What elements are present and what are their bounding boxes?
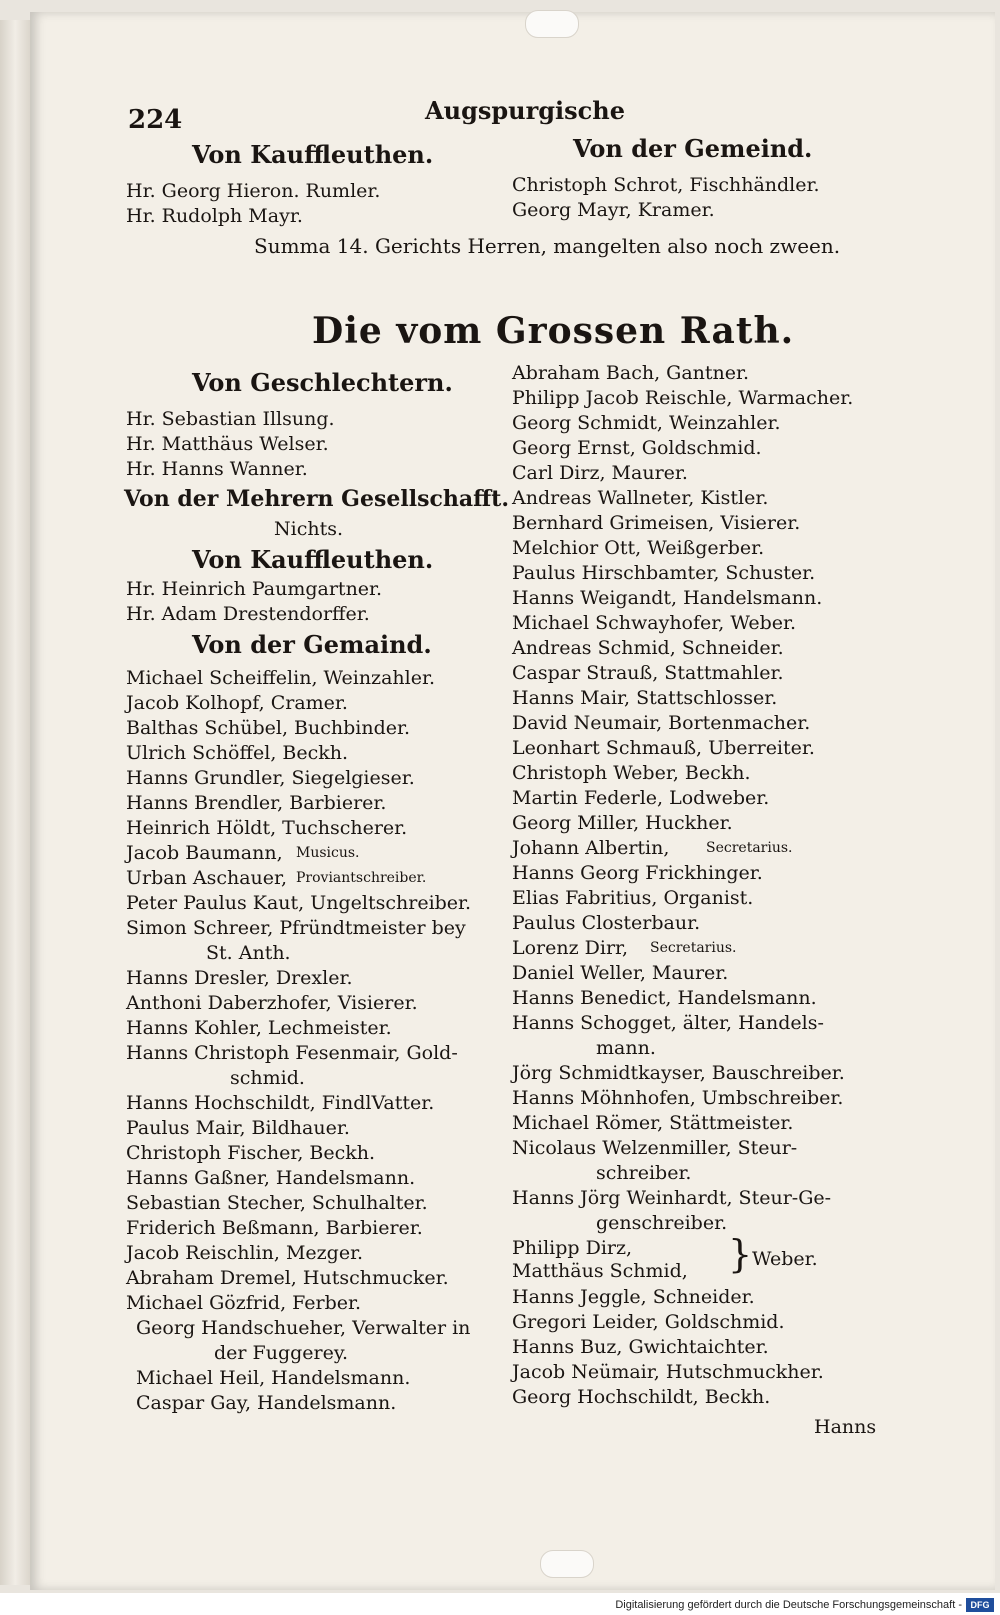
list-item: Georg Handschueher, Verwalter in — [136, 1317, 471, 1339]
list-item-note: Proviantschreiber. — [296, 870, 427, 886]
list-item: Hanns Weigandt, Handelsmann. — [512, 587, 823, 609]
list-item: Ulrich Schöffel, Beckh. — [126, 742, 349, 764]
nichts-text: Nichts. — [274, 518, 344, 540]
list-item: Michael Scheiffelin, Weinzahler. — [126, 667, 435, 689]
list-item: Simon Schreer, Pfründtmeister bey — [126, 917, 466, 939]
list-item: Hanns Kohler, Lechmeister. — [126, 1017, 392, 1039]
list-item: Georg Miller, Huckher. — [512, 812, 733, 834]
list-item: Hanns Grundler, Siegelgieser. — [126, 767, 415, 789]
list-item: Urban Aschauer, — [126, 867, 288, 889]
list-item: Jacob Reischlin, Mezger. — [126, 1242, 364, 1264]
list-item: Caspar Gay, Handelsmann. — [136, 1392, 397, 1414]
list-item: Jacob Baumann, — [126, 842, 283, 864]
section-heading: Von Kauffleuthen. — [192, 545, 434, 574]
list-item-cont: genschreiber. — [596, 1212, 728, 1234]
list-item: Hanns Dresler, Drexler. — [126, 967, 353, 989]
list-item: Daniel Weller, Maurer. — [512, 962, 729, 984]
list-item: Michael Heil, Handelsmann. — [136, 1367, 411, 1389]
summa-line: Summa 14. Gerichts Herren, mangelten also noch zween. — [254, 234, 841, 258]
section-heading: Von der Gemaind. — [192, 630, 432, 659]
list-item: Hanns Schogget, älter, Handels- — [512, 1012, 824, 1034]
list-item: Hanns Georg Frickhinger. — [512, 862, 763, 884]
list-item: Michael Gözfrid, Ferber. — [126, 1292, 362, 1314]
list-item-cont: schreiber. — [596, 1162, 692, 1184]
list-item: Paulus Closterbaur. — [512, 912, 701, 934]
list-item: Hanns Christoph Fesenmair, Gold- — [126, 1042, 458, 1064]
top-right-line: Georg Mayr, Kramer. — [512, 199, 715, 221]
top-left-line: Hr. Georg Hieron. Rumler. — [126, 180, 381, 202]
list-item: Gregori Leider, Goldschmid. — [512, 1311, 785, 1333]
list-item: Hanns Jeggle, Schneider. — [512, 1286, 755, 1308]
top-right-line: Christoph Schrot, Fischhändler. — [512, 174, 820, 196]
list-item: Andreas Schmid, Schneider. — [512, 637, 784, 659]
list-item: David Neumair, Bortenmacher. — [512, 712, 811, 734]
list-item: Abraham Bach, Gantner. — [512, 362, 750, 384]
list-item: Nicolaus Welzenmiller, Steur- — [512, 1137, 798, 1159]
page-clip-top — [525, 10, 579, 38]
list-item: Hr. Matthäus Welser. — [126, 433, 329, 455]
top-left-line: Hr. Rudolph Mayr. — [126, 205, 303, 227]
list-item: Hanns Mair, Stattschlosser. — [512, 687, 778, 709]
footer-credit: Digitalisierung gefördert durch die Deutsche Forschungsgemeinschaft - — [615, 1599, 962, 1611]
list-item: Bernhard Grimeisen, Visierer. — [512, 512, 801, 534]
list-item: Carl Dirz, Maurer. — [512, 462, 688, 484]
list-item: Lorenz Dirr, — [512, 937, 629, 959]
list-item: Sebastian Stecher, Schulhalter. — [126, 1192, 428, 1214]
running-head: Augspurgische — [425, 96, 625, 125]
list-item: Hr. Adam Drestendorffer. — [126, 603, 370, 625]
list-item: Jörg Schmidtkayser, Bauschreiber. — [512, 1062, 845, 1084]
list-item-cont: St. Anth. — [206, 942, 291, 964]
list-item: Jacob Kolhopf, Cramer. — [126, 692, 348, 714]
list-item: Peter Paulus Kaut, Ungeltschreiber. — [126, 892, 472, 914]
list-item: Hanns Hochschildt, FindlVatter. — [126, 1092, 435, 1114]
list-item: Christoph Fischer, Beckh. — [126, 1142, 376, 1164]
list-item: Philipp Jacob Reischle, Warmacher. — [512, 387, 854, 409]
list-item-note: Musicus. — [296, 845, 360, 861]
list-item-cont: schmid. — [230, 1067, 305, 1089]
list-item: Hanns Jörg Weinhardt, Steur-Ge- — [512, 1187, 832, 1209]
list-item: Paulus Hirschbamter, Schuster. — [512, 562, 816, 584]
main-heading: Die vom Grossen Rath. — [312, 310, 795, 352]
list-item: Heinrich Höldt, Tuchscherer. — [126, 817, 408, 839]
list-item: Christoph Weber, Beckh. — [512, 762, 751, 784]
list-item: Michael Schwayhofer, Weber. — [512, 612, 797, 634]
list-item: Hr. Hanns Wanner. — [126, 458, 308, 480]
list-item: Hanns Benedict, Handelsmann. — [512, 987, 817, 1009]
list-item: Abraham Dremel, Hutschmucker. — [126, 1267, 449, 1289]
list-item: Hanns Gaßner, Handelsmann. — [126, 1167, 416, 1189]
list-item: Georg Hochschildt, Beckh. — [512, 1386, 771, 1408]
list-item-note: Secretarius. — [706, 840, 793, 856]
list-item: Michael Römer, Stättmeister. — [512, 1112, 794, 1134]
list-item-cont: der Fuggerey. — [214, 1342, 349, 1364]
list-item: Melchior Ott, Weißgerber. — [512, 537, 765, 559]
list-item-cont: mann. — [596, 1037, 656, 1059]
list-item: Leonhart Schmauß, Uberreiter. — [512, 737, 815, 759]
list-item: Hr. Heinrich Paumgartner. — [126, 578, 383, 600]
list-item: Anthoni Daberzhofer, Visierer. — [126, 992, 418, 1014]
list-item: Elias Fabritius, Organist. — [512, 887, 754, 909]
list-item: Hanns Buz, Gwichtaichter. — [512, 1336, 769, 1358]
list-item-note: Secretarius. — [650, 940, 737, 956]
list-item: Johann Albertin, — [512, 837, 670, 859]
list-item: Philipp Dirz, — [512, 1237, 633, 1259]
section-heading: Von Geschlechtern. — [192, 368, 453, 397]
list-item: Georg Ernst, Goldschmid. — [512, 437, 762, 459]
list-item: Friderich Beßmann, Barbierer. — [126, 1217, 423, 1239]
list-item: Balthas Schübel, Buchbinder. — [126, 717, 411, 739]
top-right-heading: Von der Gemeind. — [573, 134, 813, 163]
brace-mark: } — [728, 1232, 753, 1276]
list-item: Caspar Strauß, Stattmahler. — [512, 662, 784, 684]
page-number: 224 — [128, 105, 183, 135]
list-item: Georg Schmidt, Weinzahler. — [512, 412, 781, 434]
section-heading: Von der Mehrern Gesellschafft. — [124, 486, 509, 512]
list-item: Andreas Wallneter, Kistler. — [512, 487, 769, 509]
page-clip-bottom — [540, 1550, 594, 1578]
list-item: Martin Federle, Lodweber. — [512, 787, 770, 809]
list-item: Matthäus Schmid, — [512, 1260, 688, 1282]
list-item: Hr. Sebastian Illsung. — [126, 408, 335, 430]
dfg-logo: DFG — [966, 1598, 994, 1612]
list-item: Paulus Mair, Bildhauer. — [126, 1117, 350, 1139]
list-item: Hanns Brendler, Barbierer. — [126, 792, 387, 814]
catchword: Hanns — [814, 1416, 877, 1438]
top-left-heading: Von Kauffleuthen. — [192, 140, 434, 169]
list-item: Hanns Möhnhofen, Umbschreiber. — [512, 1087, 844, 1109]
brace-label: Weber. — [752, 1248, 818, 1270]
list-item: Jacob Neümair, Hutschmuckher. — [512, 1361, 824, 1383]
